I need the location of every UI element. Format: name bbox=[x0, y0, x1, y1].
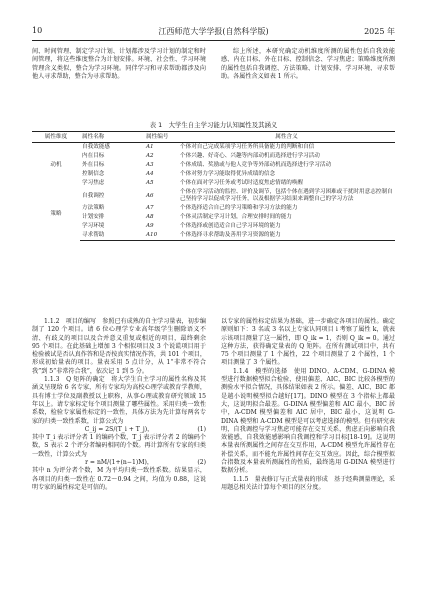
paragraph: 其中 n 为评分者个数，M 为平均归类一致性系数。结果显示，各项目的归类一致性在 0.72～0.94 之间，均值为 0.88，这说明专家的属性标定是可信的。 bbox=[32, 467, 206, 491]
attribute-name: 控制信念 bbox=[82, 171, 105, 177]
attribute-name: 学习环境 bbox=[82, 223, 105, 229]
paragraph: 1.1.4 模型的选择 使用 DINO、A-CDM、G-DINA 模型进行数据模型拟合检验，使用偏差、AIC、BIC 比较各模型的测验水平拟合情况，具体结果如表 2 所示。偏差、AIC、BIC 都是越小说明模型拟合越好[17]。DINO 模型在 3 个指标上都最大，这说明拟合最差。G-DINA 模型偏差和 AIC 最小，BIC 居中，A-CDM 模型偏差和 AIC 居中，BIC 最小，这说明 G-DINA 模型和 A-CDM 模型是可以考虑选择的模型。但有研究表明，自我调控与学习焦虑可能存在交互关系，焦虑正向影响自我效能感，自我效能感影响自我调控和学习目标[18-19]。这说明本量表所测属性之间存在交互作用，A-CDM 模型允许属性存在补偿关系，而不能允许属性间存在交互效应。因此，综合模型拟合指数及本量表所测属性的性质，最终选用 G-DINA 模型进行数据分析。 bbox=[221, 367, 395, 475]
table-row bbox=[32, 188, 395, 204]
table-header: 属性名称 bbox=[80, 132, 144, 143]
attribute-code: A9 bbox=[146, 223, 154, 229]
equation-text: C_ij = 2S/(T_i + T_j)， bbox=[84, 425, 154, 433]
attribute-meaning: 个体对努力学习能取得优异成绩的信念 bbox=[180, 171, 276, 177]
attributes-table bbox=[32, 131, 395, 241]
page-number: 10 bbox=[32, 26, 43, 35]
table-header: 属性编号 bbox=[144, 132, 178, 143]
attribute-meaning: 个体在面对学习任务或考试时适度焦虑情绪的唤醒 bbox=[180, 180, 304, 186]
attribute-code: A4 bbox=[146, 171, 154, 177]
table-header: 属性维度 bbox=[32, 132, 80, 143]
dimension-cell: 策略 bbox=[50, 210, 62, 217]
dimension-cell: 动机 bbox=[50, 162, 62, 168]
attribute-code: A7 bbox=[146, 205, 154, 211]
attribute-code: A10 bbox=[144, 231, 178, 241]
paragraph: 1.1.5 量表修订与正式量表的形成 基于经典测量理论，采用题总相关法计算每个项目的区分度。 bbox=[221, 475, 395, 491]
attribute-name: 寻求帮助 bbox=[80, 231, 144, 241]
attribute-code: A1 bbox=[146, 144, 154, 150]
equation bbox=[32, 426, 206, 434]
table-row bbox=[32, 179, 395, 188]
table-row bbox=[32, 204, 395, 213]
attribute-code: A5 bbox=[146, 180, 154, 186]
table-caption: 表 1 大学生自主学习能力认知属性及其涵义 bbox=[149, 121, 278, 129]
equation-number: (1) bbox=[197, 425, 206, 433]
attribute-name: 学习焦虑 bbox=[82, 180, 105, 186]
equation bbox=[32, 459, 206, 467]
table-row bbox=[32, 213, 395, 222]
paragraph: 1.1.2 项目的编写 参照已有成熟的自主学习量表，初步编制了 120 个项目。请 6 位心理学专业高年级学生删除语义不清、有歧义的项目以及合并意义重复或相近的项目，最终剩余 95 个项目。在此基础上增加 3 个相似项目及 3 个说谎项目用于检验被试是否认真作答和是否按真实情况作答，共 101 个项目，形成初始量表的项目。量表采用 5 点计分，从 1“非常不符合我”到 5“非常符合我”，依次记 1 到 5 分。 bbox=[32, 318, 206, 375]
attribute-meaning: 个体选择寻求帮助及善用学习资源的能力 bbox=[178, 231, 395, 241]
paragraph: 间、时间管理、制定学习计划、计划都涉及学习计划的制定和时间管理，将这些维度整合为计划安排。环境、社会性、学习环境管理含义类似，整合为学习环境。同伴学习和寻求帮助都涉及向他人寻求帮助，整合为寻求帮助。 bbox=[32, 48, 206, 80]
right-bottom-column bbox=[221, 318, 395, 492]
attribute-code: A2 bbox=[146, 153, 154, 159]
paragraph: 综上所述，本研究确定动机维度所测的属性包括自我效能感、内在目标、外在目标、控制信念、学习焦虑；策略维度所测的属性包括自我调控、方法策略、计划安排、学习环境、寻求帮助。各属性含义如表 1 所示。 bbox=[221, 48, 395, 80]
equation-text: r = nM/(1+(n−1)M)， bbox=[85, 459, 153, 467]
attribute-meaning: 个体在学习活动的监控、评价及调节，包括个体在遇到学习困难或干扰时用意志控制自己坚持学习以促成学习任务，以及根据学习结果来调整自己的学习方法 bbox=[180, 189, 393, 202]
journal-year: 2025 年 bbox=[364, 27, 395, 36]
right-top-column bbox=[221, 48, 395, 81]
attribute-meaning: 个体对自己完成某项学习任务所具备能力的判断和自信 bbox=[180, 144, 315, 150]
attribute-name: 自我效能感 bbox=[82, 144, 110, 150]
attribute-name: 自我调控 bbox=[82, 192, 105, 199]
attribute-name: 内在目标 bbox=[82, 153, 105, 159]
attribute-code: A3 bbox=[146, 162, 154, 168]
table-header: 属性含义 bbox=[178, 132, 395, 143]
left-bottom-column bbox=[32, 318, 206, 492]
attribute-name: 计划安排 bbox=[82, 214, 105, 220]
table-row bbox=[32, 222, 395, 231]
attribute-meaning: 个体灵活制定学习计划，合理安排时间的能力 bbox=[180, 214, 292, 220]
paragraph: 以专家的属性标定结果为基础，进一步确定各项目的属性。确定原则如下：3 名或 3 名以上专家认同项目 i 考察了属性 k，就表示该项目测量了这一属性，即 Q_ik = 1，否则 Q_ik = 0。通过这种方法，获得确定量表的 Q 矩阵。在所有测试项目中，共有 75 个项目测量了 1 个属性，22 个项目测量了 2 个属性，1 个项目测量了 3 个属性。 bbox=[221, 318, 395, 367]
table-row bbox=[32, 152, 395, 161]
page-header bbox=[32, 26, 395, 38]
attribute-name: 外在目标 bbox=[82, 162, 105, 168]
attribute-code: A8 bbox=[146, 214, 154, 220]
equation-number: (2) bbox=[197, 459, 206, 467]
attribute-meaning: 个体兴趣、好奇心、兴趣等内部动机而选择进行学习活动 bbox=[180, 153, 320, 159]
attribute-code: A6 bbox=[146, 192, 154, 199]
paragraph: 1.1.3 Q 矩阵的确定 将大学生自主学习的属性名称及其涵义呈现给 6 名专家，所有专家均为高校心理学或教育学教师，具有博士学位及副教授以上职称，从事心理或教育研究领域 15 年以上。请专家标定每个项目测量了哪些属性。采用归类一致性系数，检验专家属性标定的一致性，具体方法为先计算每两名专家的归类一致性系数，计算公式为 bbox=[32, 376, 206, 425]
table-header-row bbox=[32, 132, 395, 143]
attribute-meaning: 个体选择或创造适合自己学习环境的能力 bbox=[180, 223, 281, 229]
table-row bbox=[32, 170, 395, 179]
left-top-column bbox=[32, 48, 206, 81]
journal-title: 江西师范大学学报(自然科学版) bbox=[158, 27, 269, 36]
table-row bbox=[32, 161, 395, 170]
attribute-name: 方法策略 bbox=[82, 205, 105, 211]
attribute-meaning: 个体成绩、奖励或与他人竞争等外部动机而选择进行学习活动 bbox=[180, 162, 332, 168]
table-row bbox=[32, 231, 395, 241]
attribute-meaning: 个体选择适合自己的学习策略和学习方法的能力 bbox=[180, 205, 298, 211]
paragraph: 其中 T_i 表示评分者 1 的编码个数，T_j 表示评分者 2 的编码个数，S 表示 2 个评分者编码相同的个数。再计算所有专家的归类一致性，计算公式为 bbox=[32, 434, 206, 458]
table-row bbox=[32, 143, 395, 153]
header-rule bbox=[32, 40, 395, 41]
